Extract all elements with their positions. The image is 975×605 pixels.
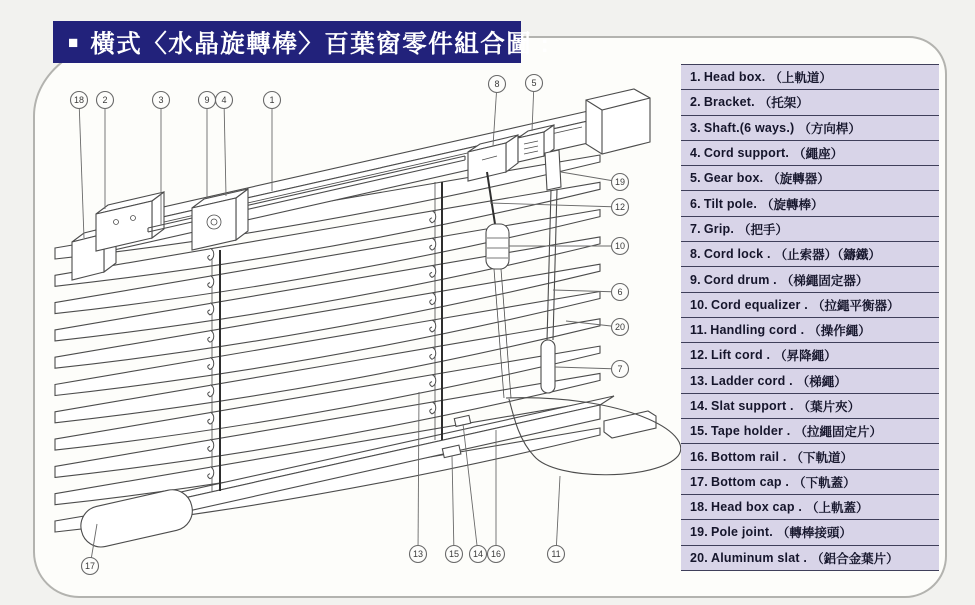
legend-zh: （繩座） [793,147,844,162]
legend-en: Shaft.(6 ways.) [703,120,795,135]
callout-number-1: 1 [269,95,275,106]
legend-num: 7. [690,221,701,236]
legend-en: Aluminum slat . [710,550,808,565]
legend-en: Ladder cord . [710,373,793,388]
callout-number-19: 19 [614,177,626,188]
legend-item-4 [681,141,939,166]
square-bullet-icon: ■ [68,32,79,52]
callout-number-20: 20 [614,322,626,333]
legend-en: Handling cord . [710,323,805,338]
legend-num: 16. [690,449,708,464]
legend-item-9 [681,267,939,292]
grip [541,340,555,393]
legend-num: 1. [690,70,701,85]
leader-line-7 [555,367,620,369]
legend-en: Bottom cap . [710,474,790,489]
leader-line-4 [224,100,226,196]
legend-num: 8. [690,247,701,262]
pole-joint [545,150,561,190]
callout-number-2: 2 [102,95,108,106]
legend-en: Cord equalizer . [710,297,808,312]
callout-number-9: 9 [204,95,210,106]
legend-item-10 [681,293,939,318]
legend-item-1 [681,65,939,90]
callout-number-3: 3 [158,95,164,106]
legend-en: Cord support. [703,146,790,161]
legend-zh: （操作繩） [808,324,871,339]
legend-num: 11. [690,323,708,338]
legend-item-5 [681,166,939,191]
legend-num: 6. [690,196,701,211]
legend-zh: （止索器）（鑄鐵） [774,248,881,263]
legend-zh: （轉棒接頭） [776,526,852,541]
legend-num: 15. [690,424,708,439]
tilt-pole [547,189,557,341]
leader-line-6 [553,290,620,292]
callout-number-7: 7 [617,364,623,375]
legend-en: Tilt pole. [703,196,757,211]
callout-number-8: 8 [494,79,500,90]
legend-item-2 [681,90,939,115]
legend-zh: （梯繩固定器） [780,273,869,288]
legend-en: Gear box. [703,171,764,186]
callout-number-15: 15 [448,549,460,560]
leader-line-15 [452,456,454,554]
legend-num: 10. [690,297,708,312]
legend-en: Lift cord . [710,348,771,363]
legend-item-15 [681,419,939,444]
legend-item-16 [681,444,939,469]
diagram-title: 橫式〈水晶旋轉棒〉百葉窗零件組合圖 : [90,30,551,58]
callout-number-13: 13 [412,549,424,560]
legend-num: 13. [690,373,708,388]
legend-num: 14. [690,399,708,413]
legend-en: Head box. [703,70,766,85]
legend-en: Slat support . [710,399,794,413]
legend-zh: （下軌道） [790,450,854,465]
callout-number-12: 12 [614,202,626,213]
legend-en: Tape holder . [710,424,791,439]
callout-number-6: 6 [617,287,623,298]
legend-zh: （旋轉器） [767,172,830,187]
legend-zh: （下軌蓋） [793,475,856,490]
callout-number-10: 10 [614,241,626,252]
legend-zh: （上軌道） [769,71,832,86]
legend-en: Cord drum . [703,272,777,287]
parts-legend [681,64,939,571]
legend-item-14 [681,394,939,419]
callout-number-18: 18 [73,95,85,106]
legend-item-18 [681,495,939,520]
callout-number-14: 14 [472,549,484,560]
legend-num: 20. [690,550,708,565]
legend-item-3 [681,116,939,141]
legend-en: Bottom rail . [710,449,787,464]
legend-item-6 [681,191,939,216]
legend-item-20 [681,546,939,571]
legend-item-12 [681,343,939,368]
legend-zh: （方向桿） [798,121,861,136]
legend-en: Pole joint. [710,525,773,540]
callout-number-17: 17 [84,561,96,572]
legend-item-8 [681,242,939,267]
legend-en: Cord lock . [703,247,771,262]
legend-num: 3. [690,120,701,135]
legend-en: Grip. [703,221,734,236]
legend-en: Bracket. [703,95,755,110]
legend-zh: （鋁合金葉片） [811,551,899,566]
legend-zh: （拉繩固定片） [794,425,882,440]
callout-number-4: 4 [221,95,227,106]
legend-num: 19. [690,525,708,540]
legend-num: 4. [690,146,701,161]
legend-zh: （托架） [758,96,809,111]
legend-item-13 [681,369,939,394]
legend-num: 17. [690,474,708,489]
legend-zh: （昇降繩） [774,349,837,364]
cord-equalizer [486,224,509,269]
leader-line-11 [556,476,560,554]
legend-en: Head box cap . [710,500,803,515]
legend-num: 9. [690,272,701,287]
legend-zh: （把手） [738,222,789,237]
leader-line-18 [79,100,84,238]
legend-num: 18. [690,500,708,515]
legend-zh: （旋轉棒） [761,197,824,212]
legend-item-7 [681,217,939,242]
legend-item-17 [681,470,939,495]
legend-num: 2. [690,95,701,110]
legend-item-11 [681,318,939,343]
legend-num: 12. [690,348,708,363]
legend-zh: （上軌蓋） [806,501,869,516]
legend-zh: （拉繩平衡器） [811,298,900,313]
legend-zh: （梯繩） [796,374,847,389]
legend-num: 5. [690,171,701,186]
legend-zh: （葉片夾） [797,400,861,414]
callout-number-5: 5 [531,78,537,89]
title-bar [53,21,551,63]
callout-number-16: 16 [490,549,502,560]
legend-item-19 [681,520,939,545]
callout-number-11: 11 [551,549,561,560]
